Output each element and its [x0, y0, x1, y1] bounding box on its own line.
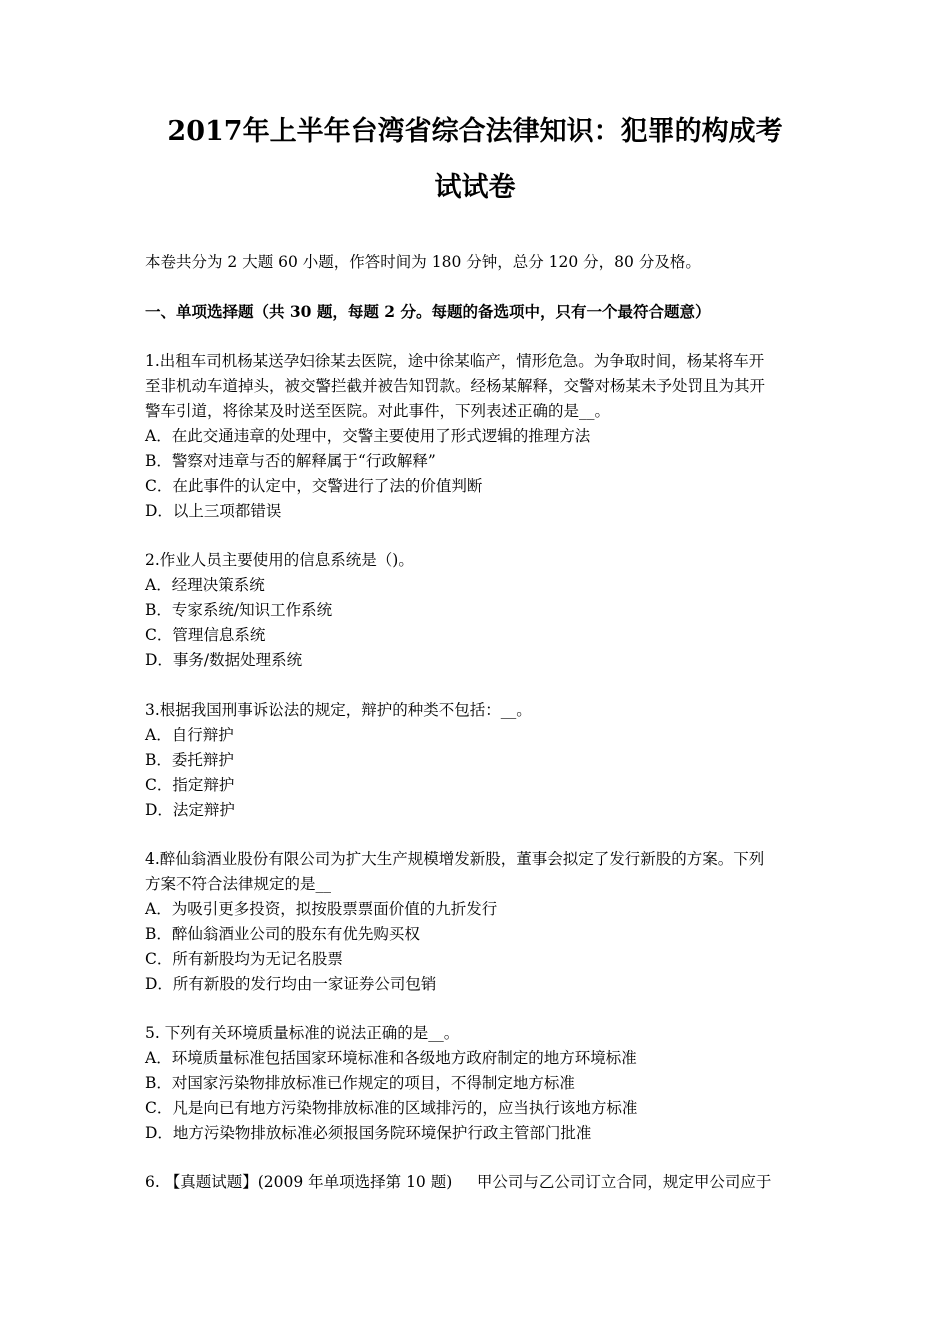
question-3-option-d: D．法定辩护 — [145, 801, 235, 819]
question-4-option-c: C．所有新股均为无记名股票 — [145, 950, 343, 968]
question-2-option-a: A．经理决策系统 — [145, 576, 265, 594]
question-1-stem-line-3: 警车引道，将徐某及时送至医院。对此事件，下列表述正确的是__。 — [145, 402, 611, 420]
question-1-option-d: D．以上三项都错误 — [145, 502, 282, 520]
question-4-option-a: A．为吸引更多投资，拟按股票票面价值的九折发行 — [145, 900, 498, 918]
question-1-option-a: A．在此交通违章的处理中，交警主要使用了形式逻辑的推理方法 — [145, 427, 591, 445]
question-4-option-b: B．醉仙翁酒业公司的股东有优先购买权 — [145, 925, 420, 943]
exam-intro: 本卷共分为 2 大题 60 小题，作答时间为 180 分钟，总分 120 分，80 分及格。 — [145, 253, 701, 271]
question-1-stem-line-1: 1.出租车司机杨某送孕妇徐某去医院，途中徐某临产，情形危急。为争取时间，杨某将车开 — [145, 352, 765, 370]
question-3-stem: 3.根据我国刑事诉讼法的规定，辩护的种类不包括：__。 — [145, 701, 532, 719]
question-4-stem-line-1: 4.醉仙翁酒业股份有限公司为扩大生产规模增发新股，董事会拟定了发行新股的方案。下列 — [145, 850, 765, 868]
question-5-option-a: A．环境质量标准包括国家环境标准和各级地方政府制定的地方环境标准 — [145, 1049, 637, 1067]
question-2-option-d: D．事务/数据处理系统 — [145, 651, 303, 669]
document-title-line-1: 2017年上半年台湾省综合法律知识：犯罪的构成考 — [167, 116, 783, 147]
question-6-stem: 6. 【真题试题】(2009 年单项选择第 10 题) 甲公司与乙公司订立合同，规定甲公司应于 — [145, 1173, 772, 1191]
question-2-option-b: B．专家系统/知识工作系统 — [145, 601, 333, 619]
question-2-option-c: C．管理信息系统 — [145, 626, 266, 644]
document-title-line-2: 试试卷 — [434, 172, 516, 203]
question-3-option-a: A．自行辩护 — [145, 726, 234, 744]
question-1-option-c: C．在此事件的认定中，交警进行了法的价值判断 — [145, 477, 483, 495]
question-1-stem-line-2: 至非机动车道掉头，被交警拦截并被告知罚款。经杨某解释，交警对杨某未予处罚且为其开 — [145, 377, 766, 395]
question-3-option-b: B．委托辩护 — [145, 751, 234, 769]
question-5-option-c: C．凡是向已有地方污染物排放标准的区域排污的，应当执行该地方标准 — [145, 1099, 638, 1117]
question-4-stem-line-2: 方案不符合法律规定的是__ — [145, 875, 332, 893]
question-5-option-b: B．对国家污染物排放标准已作规定的项目，不得制定地方标准 — [145, 1074, 575, 1092]
question-4-option-d: D．所有新股的发行均由一家证券公司包销 — [145, 975, 437, 993]
question-5-stem: 5. 下列有关环境质量标准的说法正确的是__。 — [145, 1024, 460, 1042]
section-1-heading: 一、单项选择题（共 30 题，每题 2 分。每题的备选项中，只有一个最符合题意） — [145, 302, 711, 321]
question-2-stem: 2.作业人员主要使用的信息系统是（)。 — [145, 551, 414, 569]
question-5-option-d: D．地方污染物排放标准必须报国务院环境保护行政主管部门批准 — [145, 1124, 592, 1142]
question-1-option-b: B．警察对违章与否的解释属于“行政解释” — [145, 452, 436, 470]
question-3-option-c: C．指定辩护 — [145, 776, 235, 794]
